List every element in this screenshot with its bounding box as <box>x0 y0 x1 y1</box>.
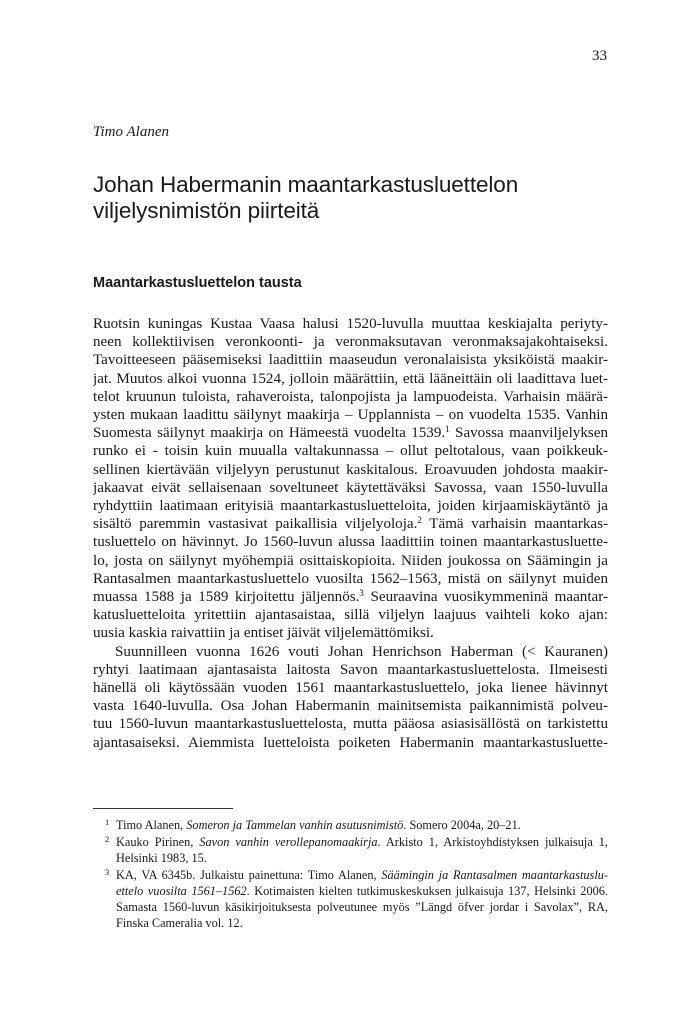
footnote <box>93 817 608 833</box>
title-line: Johan Habermanin maantarkastusluettelon <box>93 172 519 197</box>
body-line: Tavoitteeseen pääsemiseksi laadittiin maaseudun veronalaisista yksiköistä maakir- <box>93 352 608 369</box>
body-line: katusluetteloita yritettiin ajantasaistaa, sillä viljelyn laajuus vaihteli koko ajan: <box>93 607 608 624</box>
section-heading: Maantarkastusluettelon tausta <box>93 275 302 291</box>
footnote-number: 1 <box>105 817 110 827</box>
body-line: neen kollektiivisen veronkoonti- ja veronmaksutavan veronmaksajakohtaiseksi. <box>93 334 608 351</box>
footnote-separator <box>93 808 233 809</box>
footnote-line: Finska Cameralia vol. 12. <box>116 916 243 930</box>
body-line: ryhtyi laatimaan ajantasaista laitosta Savon maantarkastusluettelosta. Ilmeisesti <box>93 661 608 678</box>
body-line: tuu 1560-luvun maantarkastusluettelosta, mutta pääosa asiasisällöstä on tarkistettu <box>93 716 608 733</box>
body-line: telot kruunun tuloista, rahaveroista, talonpojista ja lampuodeista. Varhaisin määrä- <box>93 388 608 405</box>
body-line: ajantasaiseksi. Aiemmista luetteloista poiketen Habermanin maantarkastusluette- <box>93 734 608 751</box>
body-line: vasta 1640-luvulla. Osa Johan Habermanin mainitsemista paikannimistä polveu- <box>93 698 608 715</box>
body-line: Ruotsin kuningas Kustaa Vaasa halusi 1520-luvulla muuttaa keskiajalta periyty- <box>93 316 608 332</box>
footnote-marker[interactable]: 3 <box>359 588 364 599</box>
footnote-marker[interactable]: 2 <box>417 515 422 526</box>
page-number: 33 <box>592 48 607 64</box>
footnotes <box>93 817 608 932</box>
footnote-marker[interactable]: 1 <box>445 424 450 435</box>
footnote-line: KA, VA 6345b. Julkaistu painettuna: Timo Alanen, Säämingin ja Rantasalmen maantarkastuslu- <box>116 868 608 882</box>
body-text <box>93 315 608 752</box>
footnote-line: ettelo vuosilta 1561–1562. Kotimaisten kielten tutkimuskeskuksen julkaisuja 137, Helsinki 2006. <box>116 884 608 898</box>
body-line: Rantasalmen maantarkastusluettelo vuosilta 1562–1563, mistä on säilynyt muiden <box>93 570 608 587</box>
body-line: ryhdyttiin laatimaan erityisiä maantarkastusluetteloita, joiden kirjaamiskäytäntö ja <box>93 498 608 515</box>
footnote-line: Samasta 1560-luvun käsikirjoituksesta polveutunee myös ”Längd öfver jordar i Savolax”, RA, <box>116 900 608 914</box>
body-line: muassa 1588 ja 1589 kirjoitettu jäljennös.$^3$ Seuraavina vuosikymmeninä maantar- <box>93 588 608 606</box>
body-line: lo, josta on säilynyt myöhempiä osittaiskopioita. Niiden joukossa on Säämingin ja <box>93 552 608 569</box>
body-line: Suomesta säilynyt maakirja on Hämeestä vuodelta 1539.$^1$ Savossa maanviljelyksen <box>93 424 608 442</box>
body-line: uusia kaskia raivattiin ja entiset jäivät viljelemättömiksi. <box>93 625 434 642</box>
footnote-line: Kauko Pirinen, Savon vanhin verollepanomaakirja. Arkisto 1, Arkistoyhdistyksen julkaisuja 1, <box>116 835 608 849</box>
footnote <box>93 834 608 866</box>
title-line: viljelysnimistön piirteitä <box>93 198 320 223</box>
author-name: Timo Alanen <box>93 124 169 140</box>
body-line: hänellä oli käytössään vuoden 1561 maantarkastusluettelo, joka lienee hävinnyt <box>93 680 608 697</box>
footnote-number: 2 <box>105 834 110 844</box>
footnote-line: Helsinki 1983, 15. <box>116 851 207 865</box>
body-line: tusluettelo on hävinnyt. Jo 1560-luvun alussa laadittiin toinen maantarkastusluette- <box>93 534 608 551</box>
body-line: ysten mukaan laadittu säilynyt maakirja – Upplannista – on vuodelta 1535. Vanhin <box>93 407 608 424</box>
article-title <box>93 172 613 224</box>
footnote-number: 3 <box>105 867 110 877</box>
body-line: sisältö paremmin vastasivat paikallisia viljelyoloja.$^2$ Tämä varhaisin maantarkas- <box>93 515 608 533</box>
body-line: Suunnilleen vuonna 1626 vouti Johan Henrichson Haberman (< Kauranen) <box>115 643 608 660</box>
footnote-line: Timo Alanen, Someron ja Tammelan vanhin asutusnimistö. Somero 2004a, 20–21. <box>116 818 521 832</box>
body-line: runko ei - toisin kuin muualla valtakunnassa – ollut peltotalous, vaan poikkeuk- <box>93 443 608 460</box>
body-line: jakaavat eivät sellaisenaan soveltuneet käytettäväksi Savossa, vaan 1550-luvulla <box>93 479 608 496</box>
footnote <box>93 867 608 931</box>
body-line: sellinen kiertävään viljelyyn perustunut kaskitalous. Eroavuuden johdosta maakir- <box>93 461 608 478</box>
body-line: jat. Muutos alkoi vuonna 1524, jolloin määrättiin, että lääneittäin oli laadittava luet- <box>93 370 608 387</box>
